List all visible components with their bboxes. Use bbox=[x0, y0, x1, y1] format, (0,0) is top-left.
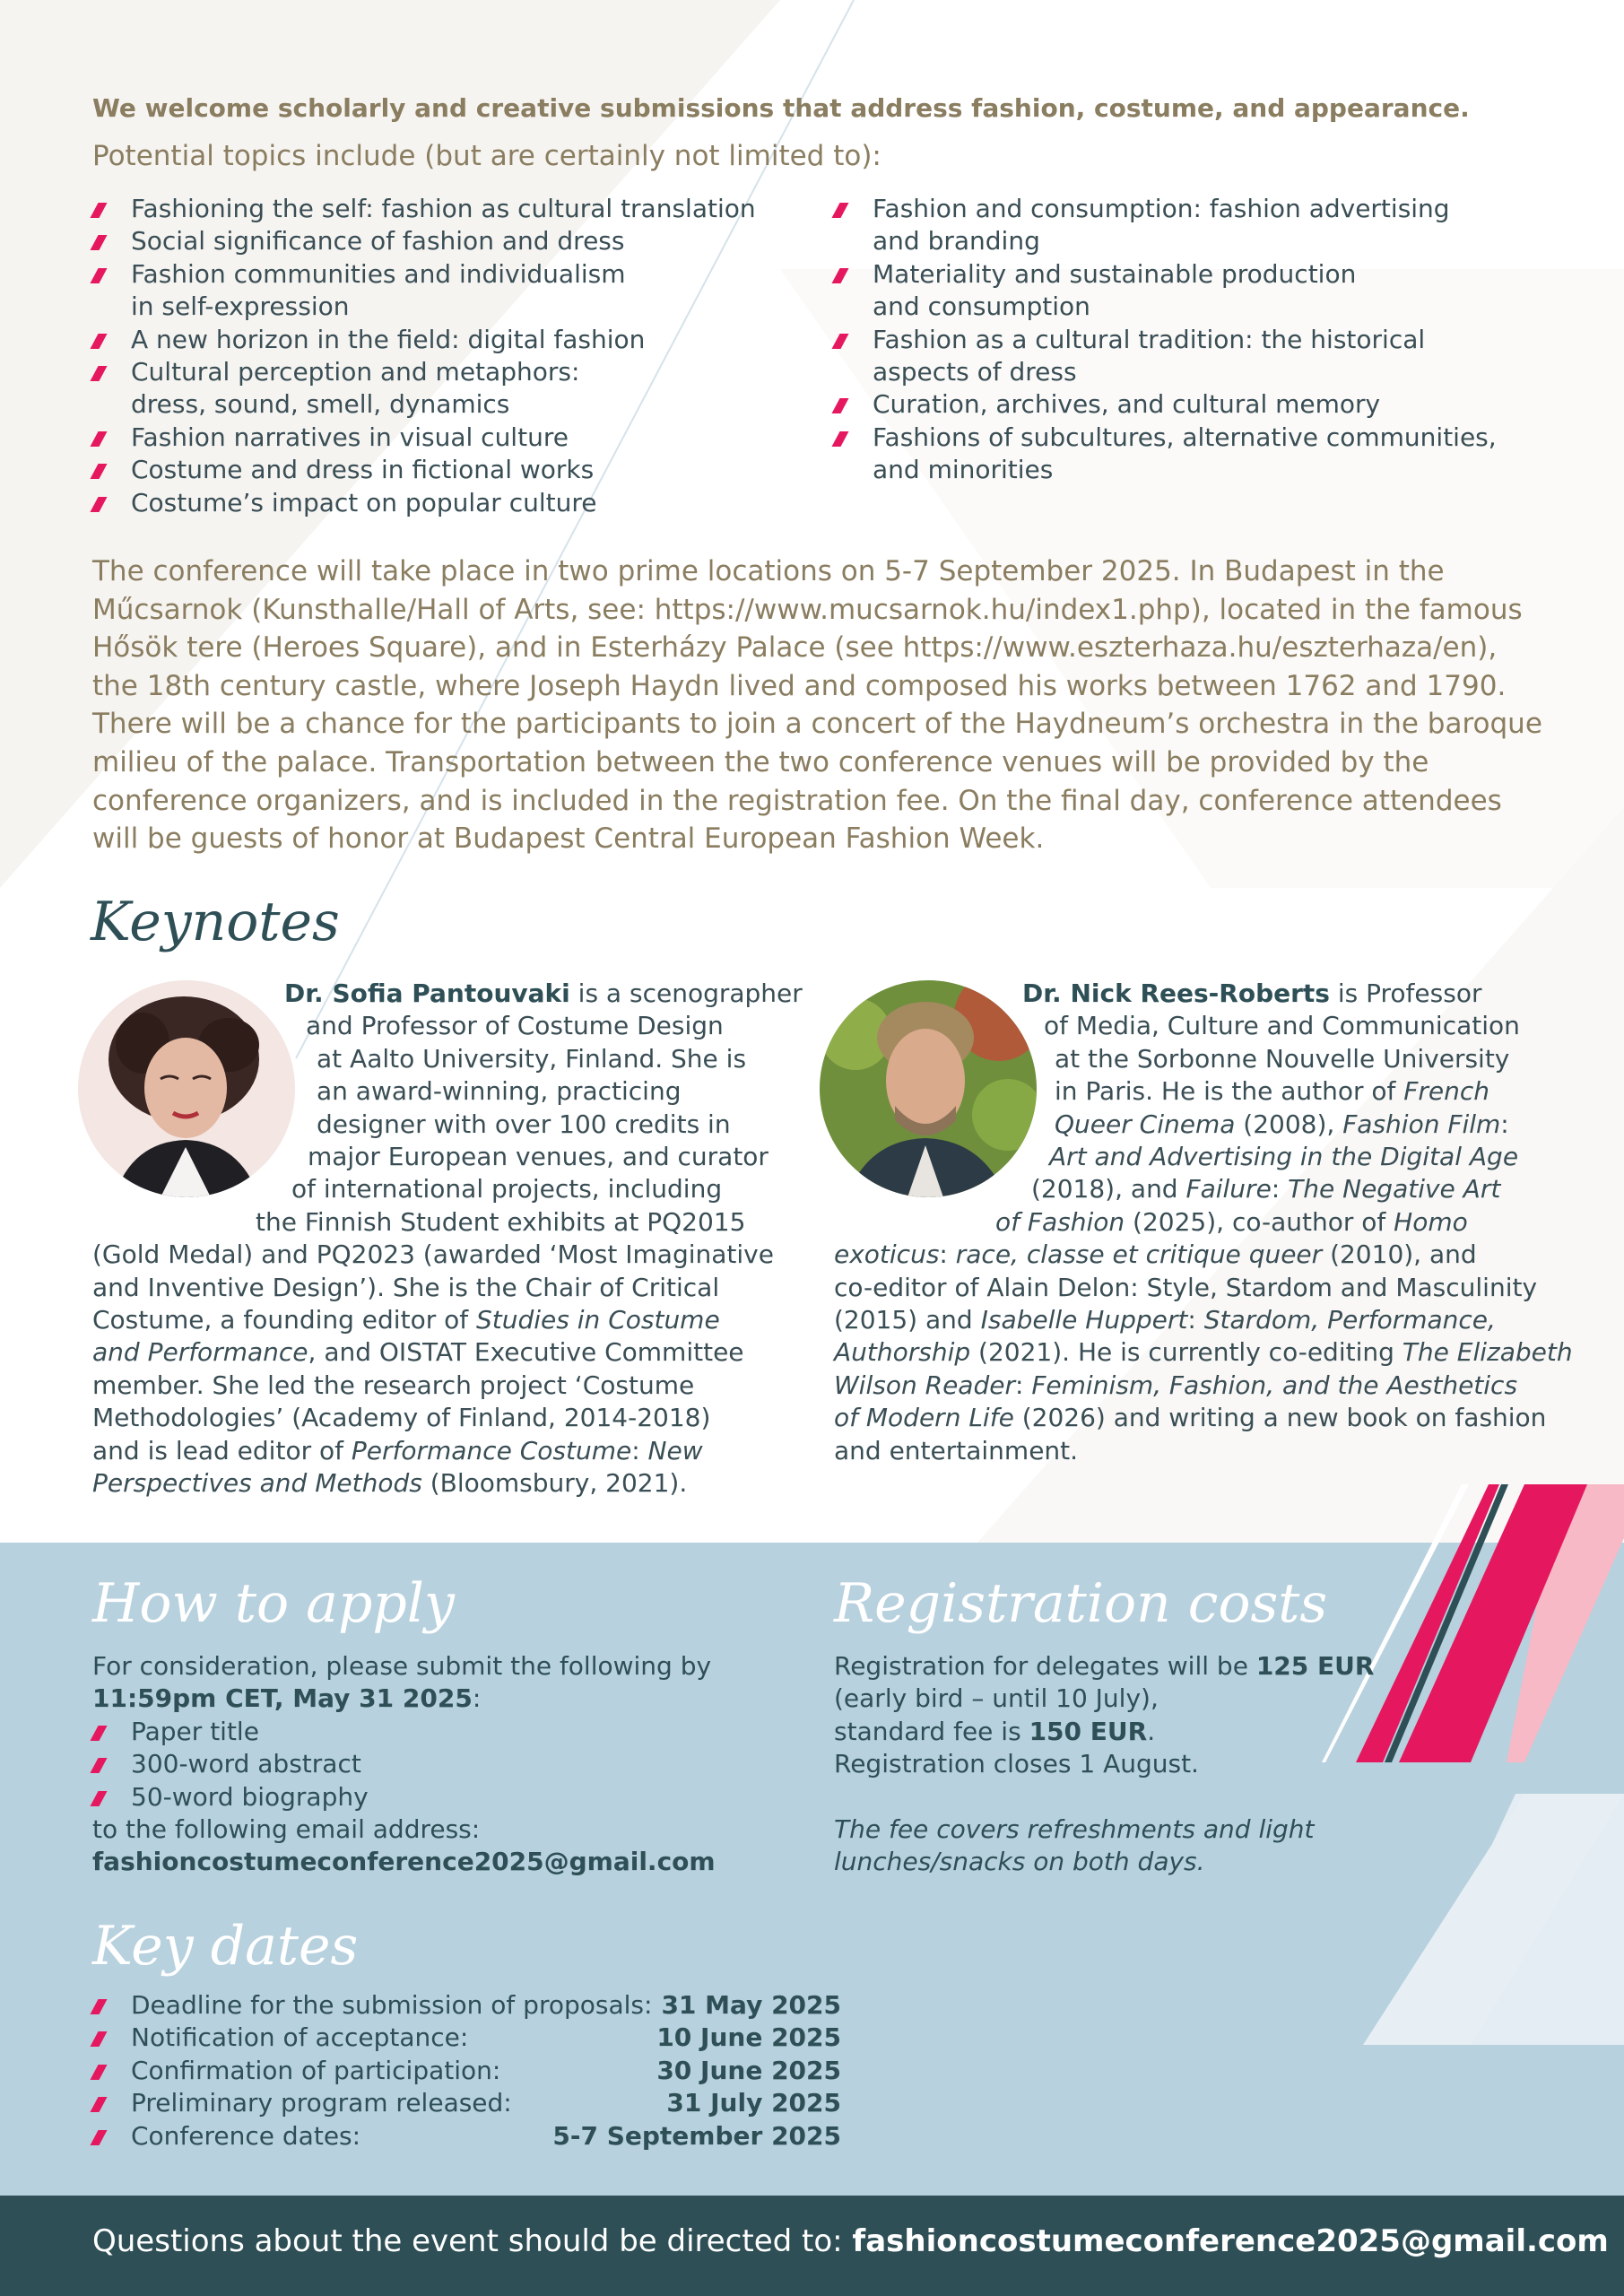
bio-text: an award-winning, practicing bbox=[317, 1076, 682, 1107]
bio-text: (2015) and bbox=[834, 1305, 981, 1335]
venue-paragraph: The conference will take place in two prime locations on 5-7 September 2025. In Budapest in the Műcsarnok (Kunsthalle/Hall of Arts, see: https://www.mucsarnok.hu/index1.php), located in the famous Hősök tere (Heroes Square), and in Esterházy Palace (see https://www.eszterhaza.hu/eszterhaza/en), the 18th century castle, where Joseph Haydn lived and composed his works between 1762 and 1790. There will be a chance for the participants to join a concert of the Haydneum’s orchestra in the baroque milieu of the palace. Transportation between the two conference venues will be provided by the conference organizers, and is included in the registration fee. On the final day, conference attendees will be guests of honor at Budapest Central European Fashion Week. bbox=[92, 555, 1542, 856]
list-item: Cultural perception and metaphors: dress, sound, smell, dynamics bbox=[92, 356, 606, 422]
date-label: Confirmation of participation: bbox=[131, 2055, 501, 2085]
bio-text: (2025), co-author of bbox=[1125, 1206, 1394, 1237]
bio-text: Stardom, Performance, bbox=[1203, 1305, 1496, 1335]
list-item: 50-word biography bbox=[92, 1781, 810, 1813]
bio-text: is a scenographer bbox=[569, 978, 803, 1008]
reg-note-text: lunches/snacks on both days. bbox=[834, 1847, 1205, 1877]
key-dates-title: Key dates bbox=[92, 1915, 359, 1978]
bio-text: co-editor of Alain Delon: Style, Stardom and Masculinity bbox=[834, 1272, 1538, 1302]
bio-text: of international projects, including bbox=[291, 1174, 723, 1205]
speaker-name: Dr. Sofia Pantouvaki bbox=[284, 978, 570, 1008]
list-item bbox=[92, 2087, 841, 2119]
list-item: Fashion as a cultural tradition: the historical aspects of dress bbox=[834, 324, 1446, 389]
bio-text: Art and Advertising in the Digital Age bbox=[1049, 1142, 1519, 1172]
bio-text: Homo bbox=[1394, 1206, 1468, 1237]
bio-text: Fashion Film bbox=[1342, 1109, 1501, 1139]
reg-text: (early bird – until 10 July), bbox=[834, 1683, 1159, 1714]
bio-text: race, classe et critique queer bbox=[955, 1239, 1323, 1270]
bio-text: New bbox=[647, 1435, 703, 1465]
list-item: Paper title bbox=[92, 1716, 810, 1748]
list-item: Fashion narratives in visual culture bbox=[92, 422, 756, 454]
apply-requirements-list bbox=[92, 1716, 810, 1813]
bio-text: Studies in Costume bbox=[476, 1305, 720, 1335]
bio-text: at the Sorbonne Nouvelle University bbox=[1055, 1043, 1510, 1074]
how-to-apply-title: How to apply bbox=[92, 1572, 455, 1635]
bio-text: : bbox=[1271, 1174, 1289, 1205]
bio-text: and Professor of Costume Design bbox=[306, 1011, 724, 1041]
bio-text: in Paris. He is the author of bbox=[1055, 1076, 1404, 1107]
bio-text: The Elizabeth bbox=[1402, 1337, 1573, 1368]
standard-fee: 150 EUR bbox=[1029, 1716, 1148, 1746]
keynotes-title: Keynotes bbox=[91, 891, 340, 953]
bio-text: and is lead editor of bbox=[92, 1435, 352, 1465]
bio-text: the Finnish Student exhibits at PQ2015 bbox=[256, 1206, 746, 1237]
list-item bbox=[92, 1989, 841, 2022]
list-item: Fashions of subcultures, alternative communities, and minorities bbox=[834, 422, 1518, 487]
bio-text: : bbox=[1014, 1370, 1032, 1400]
bio-text: and entertainment. bbox=[834, 1435, 1079, 1465]
list-item: 300-word abstract bbox=[92, 1748, 810, 1780]
bio-text: Costume, a founding editor of bbox=[92, 1305, 476, 1335]
date-label: Deadline for the submission of proposals: bbox=[131, 1990, 653, 2020]
date-label: Notification of acceptance: bbox=[131, 2022, 469, 2053]
bio-text: Failure bbox=[1185, 1174, 1272, 1205]
list-item: Materiality and sustainable production and consumption bbox=[834, 258, 1375, 324]
list-item bbox=[92, 2022, 841, 2054]
reg-text: standard fee is bbox=[834, 1716, 1029, 1746]
registration-note bbox=[834, 1813, 1408, 1879]
bio-text: (2021). He is currently co-editing bbox=[970, 1337, 1403, 1368]
list-item: Costume and dress in fictional works bbox=[92, 454, 756, 486]
date-value: 31 May 2025 bbox=[661, 1990, 841, 2020]
date-label: Conference dates: bbox=[131, 2120, 361, 2151]
bio-text: : bbox=[631, 1435, 648, 1465]
list-item bbox=[92, 2120, 841, 2152]
reg-note-text: The fee covers refreshments and light bbox=[834, 1813, 1315, 1844]
bio-text: Queer Cinema bbox=[1055, 1109, 1236, 1139]
date-label: Preliminary program released: bbox=[131, 2088, 512, 2118]
bio-text: (Gold Medal) and PQ2023 (awarded ‘Most Imaginative bbox=[92, 1239, 774, 1270]
list-item: Fashioning the self: fashion as cultural translation bbox=[92, 193, 756, 225]
bio-text: Perspectives and Methods bbox=[92, 1468, 422, 1499]
bio-text: exoticus bbox=[834, 1239, 940, 1270]
apply-to-text: to the following email address: bbox=[92, 1814, 481, 1845]
bio-text: Feminism, Fashion, and the Aesthetics bbox=[1031, 1370, 1518, 1400]
bio-text: major European venues, and curator bbox=[308, 1142, 769, 1172]
how-to-apply-body bbox=[92, 1650, 810, 1879]
bio-text: (2026) and writing a new book on fashion bbox=[1013, 1403, 1547, 1433]
list-item: Social significance of fashion and dress bbox=[92, 225, 633, 257]
footer-contact bbox=[92, 2223, 1609, 2259]
bio-text: Authorship bbox=[834, 1337, 971, 1368]
bio-text: is Professor bbox=[1329, 978, 1482, 1008]
key-dates-list bbox=[92, 1989, 841, 2152]
apply-deadline-colon: : bbox=[472, 1683, 482, 1714]
bio-text: member. She led the research project ‘Costume bbox=[92, 1370, 695, 1400]
apply-deadline: 11:59pm CET, May 31 2025 bbox=[92, 1683, 473, 1714]
bio-text: Performance Costume bbox=[351, 1435, 632, 1465]
bio-text: of Modern Life bbox=[834, 1403, 1014, 1433]
bio-text: , and OISTAT Executive Committee bbox=[308, 1337, 744, 1368]
bio-text: French bbox=[1403, 1076, 1489, 1107]
apply-intro: For consideration, please submit the following by bbox=[92, 1651, 712, 1681]
bio-text: of Fashion bbox=[995, 1206, 1125, 1237]
intro-lead: We welcome scholarly and creative submissions that address fashion, costume, and appearance. bbox=[92, 93, 1470, 123]
keynote-bio-sofia-pantouvaki bbox=[92, 978, 803, 1500]
topics-list-left bbox=[92, 193, 756, 519]
bio-text: : bbox=[939, 1239, 956, 1270]
list-item: Costume’s impact on popular culture bbox=[92, 487, 756, 519]
topics-list-right bbox=[834, 193, 1533, 487]
bio-text: : bbox=[1500, 1109, 1509, 1139]
date-value: 5-7 September 2025 bbox=[552, 2120, 841, 2151]
topics-intro: Potential topics include (but are certainly not limited to): bbox=[92, 140, 881, 172]
bio-text: at Aalto University, Finland. She is bbox=[317, 1043, 747, 1074]
bio-text: of Media, Culture and Communication bbox=[1044, 1011, 1520, 1041]
apply-email-link[interactable]: fashioncostumeconference2025@gmail.com bbox=[92, 1847, 716, 1877]
early-bird-fee: 125 EUR bbox=[1255, 1651, 1375, 1681]
reg-text: . bbox=[1147, 1716, 1156, 1746]
footer-text: Questions about the event should be directed to: bbox=[92, 2223, 853, 2259]
bio-text: Isabelle Huppert bbox=[980, 1305, 1188, 1335]
list-item bbox=[92, 2055, 841, 2087]
keynote-bio-nick-rees-roberts bbox=[834, 978, 1573, 1467]
bio-text: Methodologies’ (Academy of Finland, 2014-2018) bbox=[92, 1403, 711, 1433]
list-item: Fashion communities and individualism in self-expression bbox=[92, 258, 651, 324]
date-value: 10 June 2025 bbox=[656, 2022, 841, 2053]
registration-costs-title: Registration costs bbox=[834, 1572, 1328, 1635]
bio-text: (2010), and bbox=[1322, 1239, 1477, 1270]
bio-text: (Bloomsbury, 2021). bbox=[421, 1468, 688, 1499]
registration-costs-body bbox=[834, 1650, 1408, 1878]
list-item: Curation, archives, and cultural memory bbox=[834, 388, 1533, 421]
bio-text: The Negative Art bbox=[1288, 1174, 1501, 1205]
bio-text: designer with over 100 credits in bbox=[317, 1109, 731, 1139]
list-item: A new horizon in the field: digital fashion bbox=[92, 324, 756, 356]
reg-text: Registration closes 1 August. bbox=[834, 1749, 1199, 1779]
bio-text: and Inventive Design’). She is the Chair of Critical bbox=[92, 1272, 720, 1302]
list-item: Fashion and consumption: fashion advertising and branding bbox=[834, 193, 1473, 258]
speaker-name: Dr. Nick Rees-Roberts bbox=[1022, 978, 1330, 1008]
date-value: 31 July 2025 bbox=[666, 2088, 841, 2118]
bio-text: and Performance bbox=[92, 1337, 308, 1368]
date-value: 30 June 2025 bbox=[656, 2055, 841, 2085]
bio-text: Wilson Reader bbox=[834, 1370, 1015, 1400]
bio-text: : bbox=[1187, 1305, 1204, 1335]
reg-text: Registration for delegates will be bbox=[834, 1651, 1256, 1681]
bio-text: (2018), and bbox=[1031, 1174, 1186, 1205]
bio-text: (2008), bbox=[1235, 1109, 1343, 1139]
footer-email-link[interactable]: fashioncostumeconference2025@gmail.com bbox=[852, 2223, 1609, 2259]
